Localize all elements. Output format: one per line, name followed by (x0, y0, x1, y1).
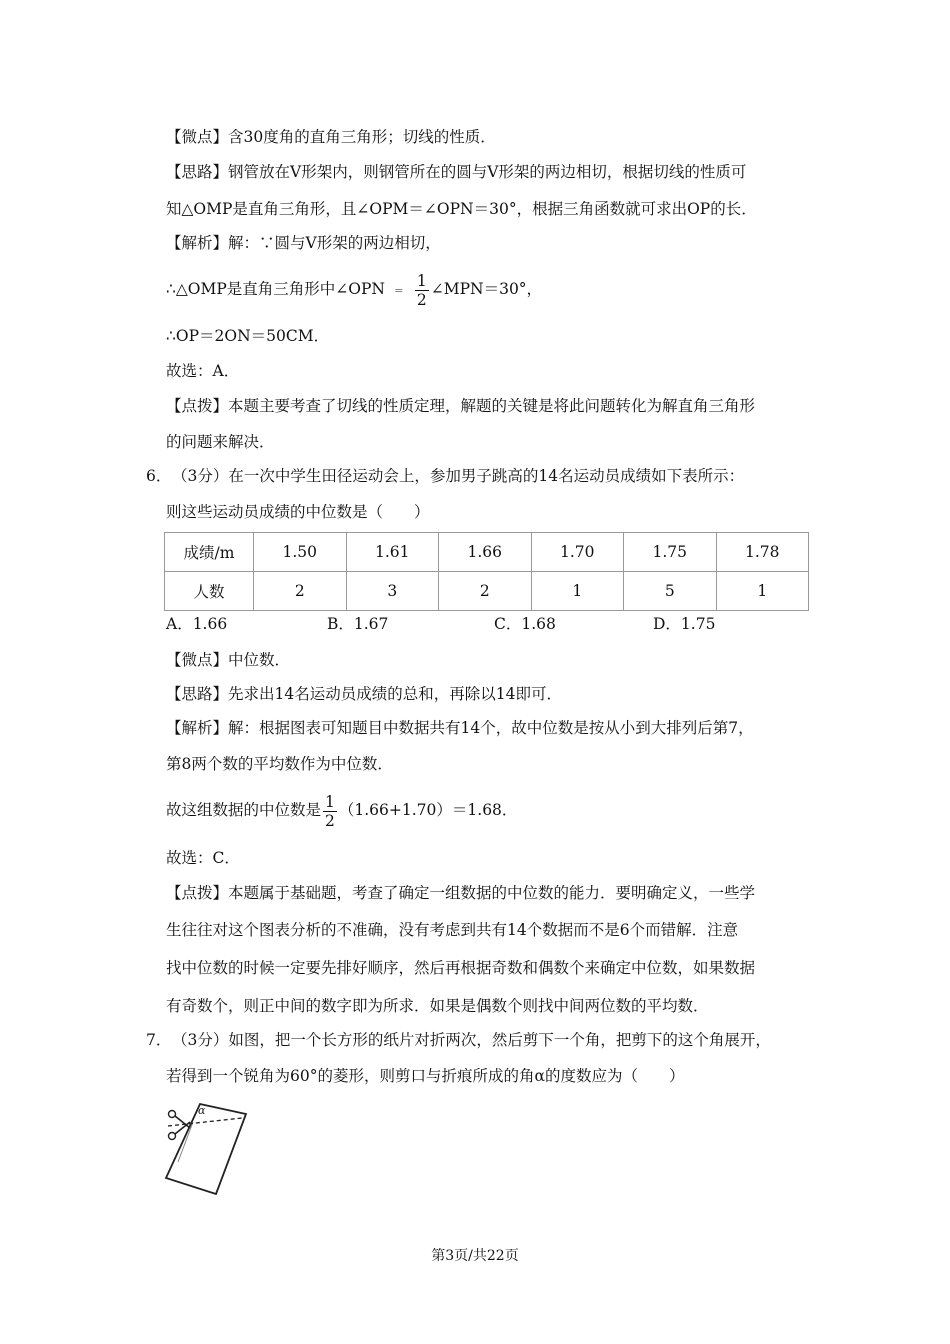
q5-fraction-denominator: 2 (416, 290, 427, 309)
table-cell: 1.61 (346, 533, 439, 572)
q6-analysis-line-2: 第8两个数的平均数作为中位数． (166, 755, 393, 773)
q5-point: 【微点】含30度角的直角三角形；切线的性质． (166, 128, 496, 146)
q5-fraction-numerator: 1 (416, 271, 427, 290)
table-cell: 2 (439, 572, 532, 611)
q7-stem-line-2: 若得到一个锐角为60°的菱形，则剪口与折痕所成的角α的度数应为（ ） (166, 1067, 685, 1085)
q6-median-formula (166, 790, 517, 830)
table-cell: 2 (254, 572, 347, 611)
q6-median-prefix: 故这组数据的中位数是 (166, 801, 322, 819)
table-cell: 1.66 (439, 533, 532, 572)
table-cell: 1.75 (624, 533, 717, 572)
table-cell: 1.70 (531, 533, 624, 572)
table-cell: 1.50 (254, 533, 347, 572)
q6-comment-line-4: 有奇数个，则正中间的数字即为所求．如果是偶数个则找中间两位数的平均数． (166, 997, 709, 1015)
table-cell: 5 (624, 572, 717, 611)
q5-formula-prefix: ∴△OMP是直角三角形中∠OPN (166, 280, 385, 298)
q6-analysis-line-1: 【解析】解：根据图表可知题目中数据共有14个，故中位数是按从小到大排列后第7， (166, 719, 754, 737)
q7-number: 7． (146, 1031, 172, 1049)
q6-answer: 故选：C． (166, 849, 240, 867)
q6-choices (166, 614, 806, 634)
q6-comment-line-3: 找中位数的时候一定要先排好顺序，然后再根据奇数和偶数个来确定中位数，如果数据 (166, 959, 756, 977)
q5-analysis: 【解析】解：∵圆与V形架的两边相切， (166, 234, 441, 252)
q6-fraction-numerator: 1 (325, 792, 335, 811)
q6-comment-line-2: 生往往对这个图表分析的不准确，没有考虑到共有14个数据而不是6个而错解．注意 (166, 921, 739, 939)
q5-formula (166, 270, 542, 311)
table-cell: 1.78 (716, 533, 809, 572)
q5-comment-line-2: 的问题来解决． (166, 433, 275, 451)
q6-comment-line-1: 【点拨】本题属于基础题，考查了确定一组数据的中位数的能力．要明确定义，一些学 (166, 884, 756, 902)
q6-idea: 【思路】先求出14名运动员成绩的总和，再除以14即可． (166, 685, 562, 703)
q5-formula-suffix: ∠MPN＝30°， (430, 280, 543, 298)
table-cell: 1 (716, 572, 809, 611)
page-footer: 第3页/共22页 (431, 1248, 519, 1264)
q6-score-table (164, 532, 809, 611)
table-count-label: 人数 (165, 572, 254, 611)
table-row (165, 572, 809, 611)
table-cell: 3 (346, 572, 439, 611)
choice-d[interactable]: D．1.75 (653, 615, 716, 633)
folded-paper-illustration (160, 1096, 256, 1206)
q5-idea-line-2: 知△OMP是直角三角形，且∠OPM＝∠OPN＝30°，根据三角函数就可求出OP的长． (166, 200, 757, 218)
q5-comment-line-1: 【点拨】本题主要考查了切线的性质定理，解题的关键是将此问题转化为解直角三角形 (166, 397, 756, 415)
table-row (165, 533, 809, 572)
q6-point: 【微点】中位数． (166, 651, 291, 669)
q6-median-suffix: （1.66+1.70）＝1.68． (338, 801, 518, 819)
table-header-label: 成绩/m (165, 533, 254, 572)
q7-stem-line-1: （3分）如图，把一个长方形的纸片对折两次，然后剪下一个角，把剪下的这个角展开， (172, 1031, 771, 1049)
q5-answer: 故选：A． (166, 362, 240, 380)
choice-a[interactable]: A．1.66 (166, 615, 228, 633)
q6-stem-line-2: 则这些运动员成绩的中位数是（ ） (166, 503, 430, 521)
q5-formula-eq: ＝ (393, 286, 404, 297)
q6-fraction (323, 793, 337, 830)
choice-c[interactable]: C．1.68 (494, 615, 556, 633)
q6-fraction-denominator: 2 (325, 811, 335, 830)
q5-idea-line-1: 【思路】钢管放在V形架内，则钢管所在的圆与V形架的两边相切，根据切线的性质可 (166, 163, 747, 181)
q6-number: 6． (146, 467, 172, 485)
q7-folded-paper-figure (160, 1096, 256, 1206)
choice-b[interactable]: B．1.67 (327, 615, 389, 633)
table-cell: 1 (531, 572, 624, 611)
q5-result: ∴OP＝2ON＝50CM． (166, 327, 330, 345)
q6-stem-line-1: （3分）在一次中学生田径运动会上，参加男子跳高的14名运动员成绩如下表所示： (172, 467, 745, 485)
q5-fraction (415, 272, 429, 309)
alpha-label: α (198, 1104, 206, 1117)
